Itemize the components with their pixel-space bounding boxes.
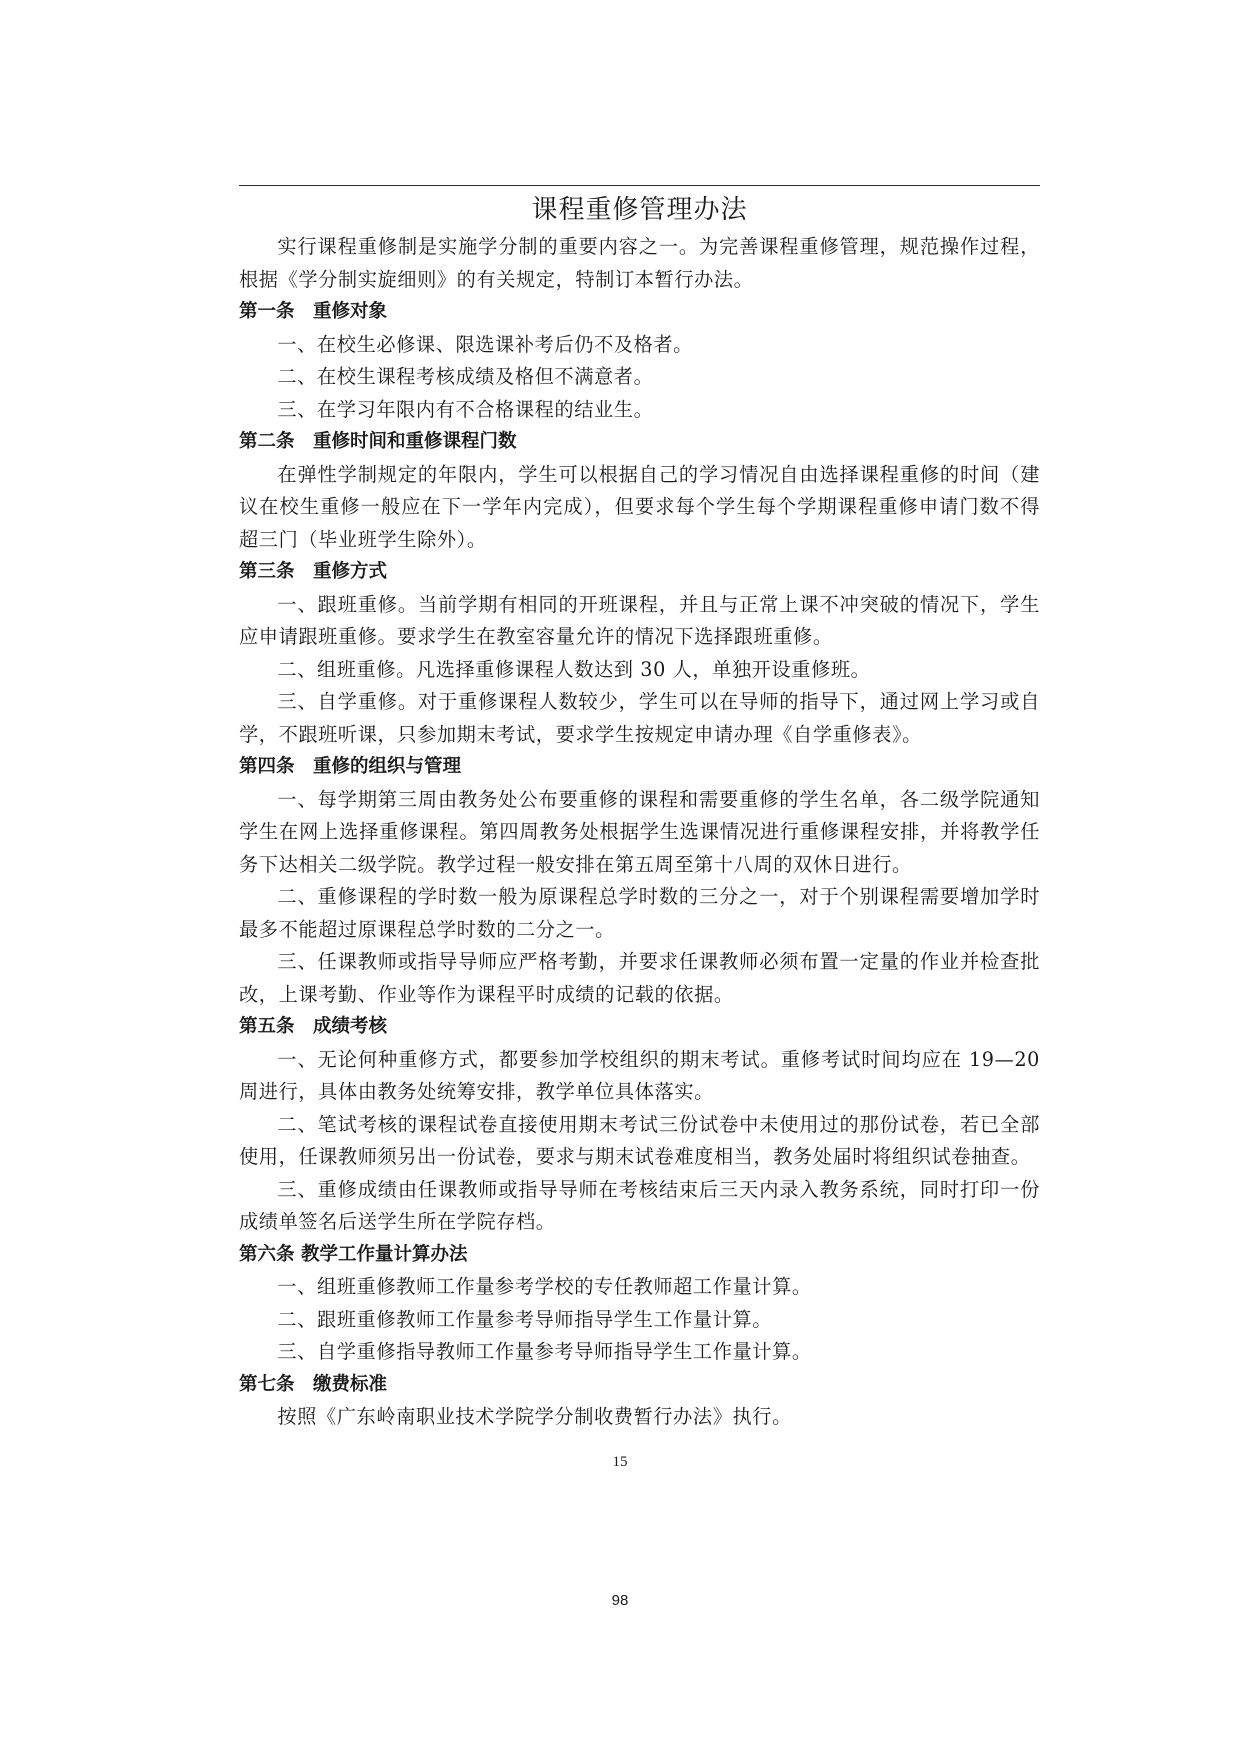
section-heading: 第四条 重修的组织与管理 <box>239 756 462 777</box>
section-item: 三、在学习年限内有不合格课程的结业生。 <box>277 397 654 421</box>
page-number: 98 <box>611 1592 629 1609</box>
section-item: 按照《广东岭南职业技术学院学分制收费暂行办法》执行。 <box>277 1405 792 1428</box>
section-heading: 第三条 重修方式 <box>239 561 388 582</box>
section-heading: 第二条 重修时间和重修课程门数 <box>239 431 517 452</box>
section-item: 一、每学期第三周由教务处公布要重修的课程和需要重修的学生名单，各二级学院通知学生在网上选择重修课程。第四周教务处根据学生选课情况进行重修课程安排，并将教学任务下达相关二级学院。教学过程一般安排在第五周至第十八周的双休日进行。 <box>239 787 1040 876</box>
section-item: 一、组班重修教师工作量参考学校的专任教师超工作量计算。 <box>277 1275 812 1298</box>
section-item: 三、重修成绩由任课教师或指导导师在考核结束后三天内录入教务系统，同时打印一份成绩单签名后送学生所在学院存档。 <box>239 1177 1040 1233</box>
section-item: 一、跟班重修。当前学期有相同的开班课程，并且与正常上课不冲突破的情况下，学生应申请跟班重修。要求学生在教室容量允许的情况下选择跟班重修。 <box>239 592 1040 648</box>
section-item: 二、组班重修。凡选择重修课程人数达到 30 人，单独开设重修班。 <box>277 657 871 681</box>
section-item: 三、任课教师或指导导师应严格考勤，并要求任课教师必须布置一定量的作业并检查批改，上课考勤、作业等作为课程平时成绩的记载的依据。 <box>239 950 1040 1006</box>
intro-paragraph: 实行课程重修制是实施学分制的重要内容之一。为完善课程重修管理，规范操作过程，根据《学分制实旋细则》的有关规定，特制订本暂行办法。 <box>239 235 1040 291</box>
document-title: 课程重修管理办法 <box>531 195 748 225</box>
section-item: 二、在校生课程考核成绩及格但不满意者。 <box>277 365 654 388</box>
section-item: 在弹性学制规定的年限内，学生可以根据自己的学习情况自由选择课程重修的时间（建议在校生重修一般应在下一学年内完成），但要求每个学生每个学期课程重修申请门数不得超三门（毕业班学生除外）。 <box>239 462 1040 551</box>
section-heading: 第六条 教学工作量计算办法 <box>239 1243 468 1265</box>
section-heading: 第七条 缴费标准 <box>239 1373 388 1395</box>
section-item: 二、重修课程的学时数一般为原课程总学时数的三分之一，对于个别课程需要增加学时最多不能超过原课程总学时数的二分之一。 <box>239 885 1040 941</box>
section-heading: 第五条 成绩考核 <box>239 1016 388 1037</box>
top-rule <box>239 185 1040 186</box>
original-page-number: 15 <box>612 1454 628 1470</box>
section-item: 一、无论何种重修方式，都要参加学校组织的期末考试。重修考试时间均应在 19—20 周进行，具体由教务处统筹安排，教学单位具体落实。 <box>239 1047 1040 1103</box>
section-item: 二、笔试考核的课程试卷直接使用期末考试三份试卷中未使用过的那份试卷，若已全部使用，任课教师须另出一份试卷，要求与期末试卷难度相当，教务处届时将组织试卷抽查。 <box>239 1112 1040 1168</box>
document-body <box>239 190 1040 1434</box>
section-item: 三、自学重修指导教师工作量参考导师指导学生工作量计算。 <box>277 1340 812 1363</box>
section-heading: 第一条 重修对象 <box>239 301 388 322</box>
section-item: 一、在校生必修课、限选课补考后仍不及格者。 <box>277 332 693 356</box>
section-item: 二、跟班重修教师工作量参考导师指导学生工作量计算。 <box>277 1307 773 1331</box>
section-item: 三、自学重修。对于重修课程人数较少，学生可以在导师的指导下，通过网上学习或自学，不跟班听课，只参加期末考试，要求学生按规定申请办理《自学重修表》。 <box>239 690 1040 746</box>
